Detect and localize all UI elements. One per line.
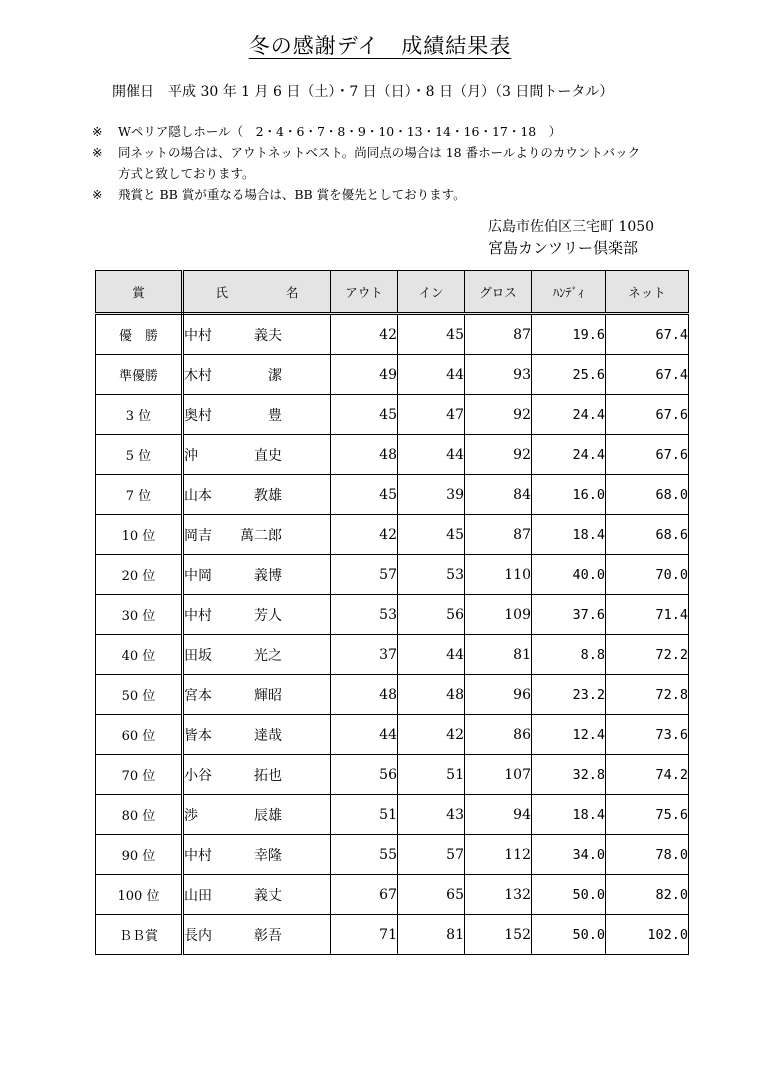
net-score-cell: 67.4	[606, 355, 689, 395]
net-score-cell: 70.0	[606, 555, 689, 595]
player-family-name: 長内	[184, 927, 212, 944]
player-given-name: 輝昭	[254, 687, 282, 704]
prize-cell: 30 位	[96, 595, 183, 635]
document-title-text: 冬の感謝デイ 成績結果表	[248, 34, 512, 58]
handicap-cell: 18.4	[532, 515, 606, 555]
header-name-given: 名	[286, 284, 299, 300]
gross-score-cell: 87	[465, 515, 532, 555]
handicap-cell: 19.6	[532, 314, 606, 355]
net-score-cell: 73.6	[606, 715, 689, 755]
prize-cell: 7 位	[96, 475, 183, 515]
note-mark: ※	[92, 145, 103, 160]
player-given-name: 義博	[254, 567, 282, 584]
net-score-cell: 74.2	[606, 755, 689, 795]
prize-cell: 50 位	[96, 675, 183, 715]
gross-score-cell: 96	[465, 675, 532, 715]
handicap-cell: 25.6	[532, 355, 606, 395]
player-name-cell	[183, 635, 331, 675]
in-score-cell: 51	[398, 755, 465, 795]
net-score-cell: 67.6	[606, 435, 689, 475]
out-score-cell: 48	[331, 435, 398, 475]
player-family-name: 中村	[184, 847, 212, 864]
header-out: アウト	[331, 271, 398, 314]
table-row	[96, 355, 689, 395]
player-family-name: 中岡	[184, 567, 212, 584]
handicap-cell: 34.0	[532, 835, 606, 875]
out-score-cell: 42	[331, 314, 398, 355]
player-family-name: 小谷	[184, 767, 212, 784]
table-row	[96, 555, 689, 595]
club-address-block	[488, 217, 654, 259]
in-score-cell: 45	[398, 314, 465, 355]
player-given-name: 萬二郎	[240, 527, 282, 544]
player-given-name: 拓也	[254, 767, 282, 784]
prize-cell: 準優勝	[96, 355, 183, 395]
net-score-cell: 67.4	[606, 314, 689, 355]
header-name	[183, 271, 331, 314]
player-given-name: 辰雄	[254, 807, 282, 824]
handicap-cell: 18.4	[532, 795, 606, 835]
player-family-name: 木村	[184, 367, 212, 384]
player-family-name: 奥村	[184, 407, 212, 424]
header-net: ネット	[606, 271, 689, 314]
player-given-name: 義丈	[254, 887, 282, 904]
net-score-cell: 75.6	[606, 795, 689, 835]
gross-score-cell: 112	[465, 835, 532, 875]
player-given-name: 達哉	[254, 727, 282, 744]
handicap-cell: 50.0	[532, 915, 606, 955]
in-score-cell: 43	[398, 795, 465, 835]
prize-cell: 40 位	[96, 635, 183, 675]
in-score-cell: 57	[398, 835, 465, 875]
player-given-name: 芳人	[254, 607, 282, 624]
player-given-name: 豊	[268, 407, 282, 424]
table-row	[96, 475, 689, 515]
note-text: Wペリア隠しホール（ 2・4・6・7・8・9・10・13・14・16・17・18 ）	[118, 124, 562, 139]
handicap-cell: 32.8	[532, 755, 606, 795]
player-name-cell	[183, 555, 331, 595]
prize-cell: 5 位	[96, 435, 183, 475]
handicap-cell: 40.0	[532, 555, 606, 595]
event-dates: 開催日 平成 30 年 1 月 6 日（土）・7 日（日）・8 日（月）（3 日間トータル）	[112, 84, 614, 100]
in-score-cell: 39	[398, 475, 465, 515]
club-name: 宮島カンツリー倶楽部	[488, 239, 639, 257]
gross-score-cell: 92	[465, 395, 532, 435]
in-score-cell: 47	[398, 395, 465, 435]
player-family-name: 渉	[184, 807, 198, 824]
gross-score-cell: 86	[465, 715, 532, 755]
note-text: 同ネットの場合は、アウトネットベスト。尚同点の場合は 18 番ホールよりのカウントバック	[118, 145, 641, 160]
header-gross: グロス	[465, 271, 532, 314]
note-tiebreak	[92, 142, 640, 163]
in-score-cell: 56	[398, 595, 465, 635]
player-family-name: 中村	[184, 607, 212, 624]
table-row	[96, 635, 689, 675]
player-family-name: 中村	[184, 327, 212, 344]
in-score-cell: 44	[398, 635, 465, 675]
prize-cell: 90 位	[96, 835, 183, 875]
net-score-cell: 71.4	[606, 595, 689, 635]
gross-score-cell: 93	[465, 355, 532, 395]
handicap-cell: 50.0	[532, 875, 606, 915]
prize-cell: 10 位	[96, 515, 183, 555]
player-name-cell	[183, 795, 331, 835]
table-row	[96, 675, 689, 715]
prize-cell: 3 位	[96, 395, 183, 435]
out-score-cell: 56	[331, 755, 398, 795]
player-given-name: 幸隆	[254, 847, 282, 864]
player-given-name: 直史	[254, 447, 282, 464]
player-family-name: 岡吉	[184, 527, 212, 544]
note-bb-prize	[92, 184, 640, 205]
prize-cell: 20 位	[96, 555, 183, 595]
prize-cell: ＢＢ賞	[96, 915, 183, 955]
table-row	[96, 715, 689, 755]
notes-section	[92, 121, 640, 205]
out-score-cell: 67	[331, 875, 398, 915]
player-name-cell	[183, 435, 331, 475]
out-score-cell: 49	[331, 355, 398, 395]
out-score-cell: 57	[331, 555, 398, 595]
player-name-cell	[183, 755, 331, 795]
player-name-cell	[183, 715, 331, 755]
out-score-cell: 45	[331, 475, 398, 515]
header-name-family: 氏	[215, 284, 228, 300]
player-given-name: 教雄	[254, 487, 282, 504]
player-family-name: 田坂	[184, 647, 212, 664]
player-given-name: 義夫	[254, 327, 282, 344]
results-table	[95, 270, 689, 955]
in-score-cell: 44	[398, 355, 465, 395]
table-row	[96, 875, 689, 915]
net-score-cell: 78.0	[606, 835, 689, 875]
net-score-cell: 82.0	[606, 875, 689, 915]
player-given-name: 光之	[254, 647, 282, 664]
player-name-cell	[183, 515, 331, 555]
net-score-cell: 68.6	[606, 515, 689, 555]
table-row	[96, 915, 689, 955]
player-name-cell	[183, 595, 331, 635]
header-prize: 賞	[96, 271, 183, 314]
player-family-name: 宮本	[184, 687, 212, 704]
gross-score-cell: 152	[465, 915, 532, 955]
net-score-cell: 68.0	[606, 475, 689, 515]
out-score-cell: 37	[331, 635, 398, 675]
in-score-cell: 53	[398, 555, 465, 595]
net-score-cell: 72.2	[606, 635, 689, 675]
gross-score-cell: 87	[465, 314, 532, 355]
handicap-cell: 37.6	[532, 595, 606, 635]
prize-cell: 80 位	[96, 795, 183, 835]
prize-cell: 60 位	[96, 715, 183, 755]
player-name-cell	[183, 675, 331, 715]
in-score-cell: 44	[398, 435, 465, 475]
handicap-cell: 8.8	[532, 635, 606, 675]
net-score-cell: 67.6	[606, 395, 689, 435]
table-header-row	[96, 271, 689, 314]
table-row	[96, 435, 689, 475]
player-given-name: 彰吾	[254, 927, 282, 944]
gross-score-cell: 84	[465, 475, 532, 515]
gross-score-cell: 109	[465, 595, 532, 635]
header-in: イン	[398, 271, 465, 314]
player-family-name: 山本	[184, 487, 212, 504]
player-family-name: 山田	[184, 887, 212, 904]
player-name-cell	[183, 314, 331, 355]
handicap-cell: 12.4	[532, 715, 606, 755]
in-score-cell: 65	[398, 875, 465, 915]
prize-cell: 優 勝	[96, 314, 183, 355]
in-score-cell: 48	[398, 675, 465, 715]
out-score-cell: 53	[331, 595, 398, 635]
gross-score-cell: 132	[465, 875, 532, 915]
player-family-name: 皆本	[184, 727, 212, 744]
handicap-cell: 24.4	[532, 435, 606, 475]
prize-cell: 70 位	[96, 755, 183, 795]
note-mark: ※	[92, 124, 103, 139]
header-handicap: ﾊﾝﾃﾞｨ	[532, 271, 606, 314]
out-score-cell: 45	[331, 395, 398, 435]
in-score-cell: 45	[398, 515, 465, 555]
out-score-cell: 71	[331, 915, 398, 955]
in-score-cell: 42	[398, 715, 465, 755]
player-name-cell	[183, 915, 331, 955]
player-given-name: 潔	[268, 367, 282, 384]
out-score-cell: 48	[331, 675, 398, 715]
club-address: 広島市佐伯区三宅町 1050	[488, 219, 655, 235]
player-name-cell	[183, 475, 331, 515]
gross-score-cell: 81	[465, 635, 532, 675]
net-score-cell: 102.0	[606, 915, 689, 955]
handicap-cell: 23.2	[532, 675, 606, 715]
gross-score-cell: 94	[465, 795, 532, 835]
handicap-cell: 16.0	[532, 475, 606, 515]
gross-score-cell: 110	[465, 555, 532, 595]
note-hidden-holes	[92, 121, 640, 142]
out-score-cell: 51	[331, 795, 398, 835]
net-score-cell: 72.8	[606, 675, 689, 715]
table-row	[96, 314, 689, 355]
gross-score-cell: 107	[465, 755, 532, 795]
player-name-cell	[183, 355, 331, 395]
player-name-cell	[183, 395, 331, 435]
handicap-cell: 24.4	[532, 395, 606, 435]
out-score-cell: 55	[331, 835, 398, 875]
table-row	[96, 755, 689, 795]
table-row	[96, 795, 689, 835]
table-row	[96, 515, 689, 555]
player-family-name: 沖	[184, 447, 198, 464]
results-body	[96, 314, 689, 955]
note-text-continued: 方式と致しております。	[118, 166, 255, 181]
table-row	[96, 395, 689, 435]
gross-score-cell: 92	[465, 435, 532, 475]
note-text: 飛賞と BB 賞が重なる場合は、BB 賞を優先としております。	[118, 187, 466, 202]
player-name-cell	[183, 835, 331, 875]
prize-cell: 100 位	[96, 875, 183, 915]
table-row	[96, 595, 689, 635]
out-score-cell: 44	[331, 715, 398, 755]
in-score-cell: 81	[398, 915, 465, 955]
out-score-cell: 42	[331, 515, 398, 555]
note-mark: ※	[92, 187, 103, 202]
table-row	[96, 835, 689, 875]
document-title	[0, 30, 760, 60]
player-name-cell	[183, 875, 331, 915]
